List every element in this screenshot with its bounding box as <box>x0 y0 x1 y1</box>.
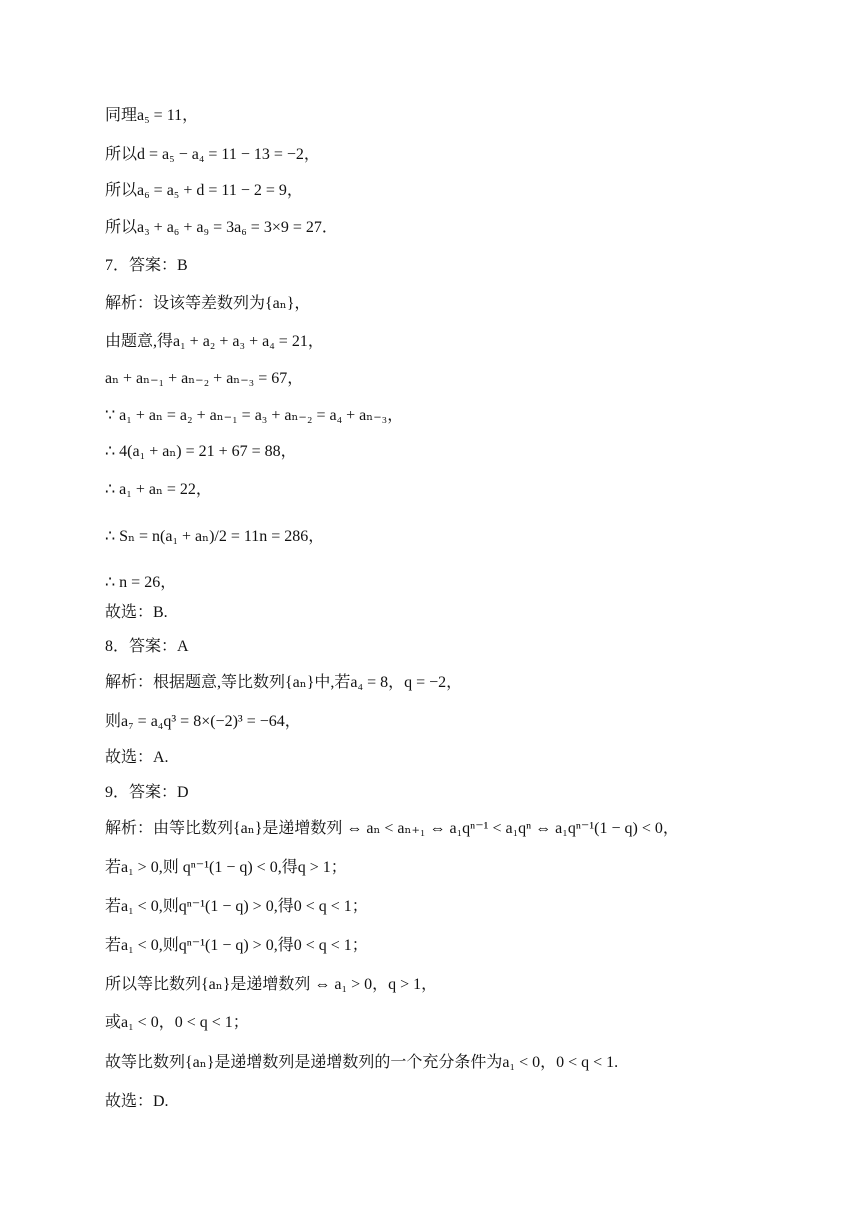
text-line: 若a₁ < 0,则qⁿ⁻¹(1 − q) > 0,得0 < q < 1； <box>105 898 368 915</box>
text-line: 解析：设该等差数列为{aₙ}， <box>105 295 311 312</box>
text-line: 故选：A. <box>105 749 169 766</box>
text-line: ∵ a₁ + aₙ = a₂ + aₙ₋₁ = a₃ + aₙ₋₂ = a₄ + aₙ₋₃， <box>105 407 404 424</box>
text-line: 解析：根据题意,等比数列{aₙ}中,若a₄ = 8，q = −2， <box>105 674 463 691</box>
text-line: 所以a₃ + a₆ + a₉ = 3a₆ = 3×9 = 27． <box>105 219 338 236</box>
text-line: aₙ + aₙ₋₁ + aₙ₋₂ + aₙ₋₃ = 67， <box>105 370 304 387</box>
text-line: 所以等比数列{aₙ}是递增数列 ⇔ a₁ > 0，q > 1， <box>105 976 438 993</box>
text-line: 故等比数列{aₙ}是递增数列是递增数列的一个充分条件为a₁ < 0，0 < q < 1. <box>105 1054 619 1071</box>
text-line: 则a₇ = a₄q³ = 8×(−2)³ = −64， <box>105 713 301 730</box>
text-line: 所以a₆ = a₅ + d = 11 − 2 = 9， <box>105 182 303 199</box>
text-line: 解析：由等比数列{aₙ}是递增数列 ⇔ aₙ < aₙ₊₁ ⇔ a₁qⁿ⁻¹ < a₁qⁿ ⇔ a₁qⁿ⁻¹(1 − q) < 0， <box>105 820 679 837</box>
text-line: 9．答案：D <box>105 784 189 801</box>
text-line: 所以d = a₅ − a₄ = 11 − 13 = −2， <box>105 146 320 163</box>
text-line: 7．答案：B <box>105 257 188 274</box>
text-line: 若a₁ > 0,则 qⁿ⁻¹(1 − q) < 0,得q > 1； <box>105 859 347 876</box>
text-line: 或a₁ < 0，0 < q < 1； <box>105 1014 249 1031</box>
text-line: 8．答案：A <box>105 638 189 655</box>
text-line: 由题意,得a₁ + a₂ + a₃ + a₄ = 21， <box>105 333 324 350</box>
text-line: 同理a₅ = 11， <box>105 107 199 124</box>
text-line: ∴ Sₙ = n(a₁ + aₙ)/2 = 11n = 286， <box>105 528 325 545</box>
text-line: 故选：D. <box>105 1093 169 1110</box>
text-line: 若a₁ < 0,则qⁿ⁻¹(1 − q) > 0,得0 < q < 1； <box>105 937 368 954</box>
text-line: ∴ n = 26， <box>105 574 177 591</box>
text-line: 故选：B. <box>105 604 168 621</box>
text-line: ∴ 4(a₁ + aₙ) = 21 + 67 = 88， <box>105 443 297 460</box>
text-line: ∴ a₁ + aₙ = 22， <box>105 481 212 498</box>
